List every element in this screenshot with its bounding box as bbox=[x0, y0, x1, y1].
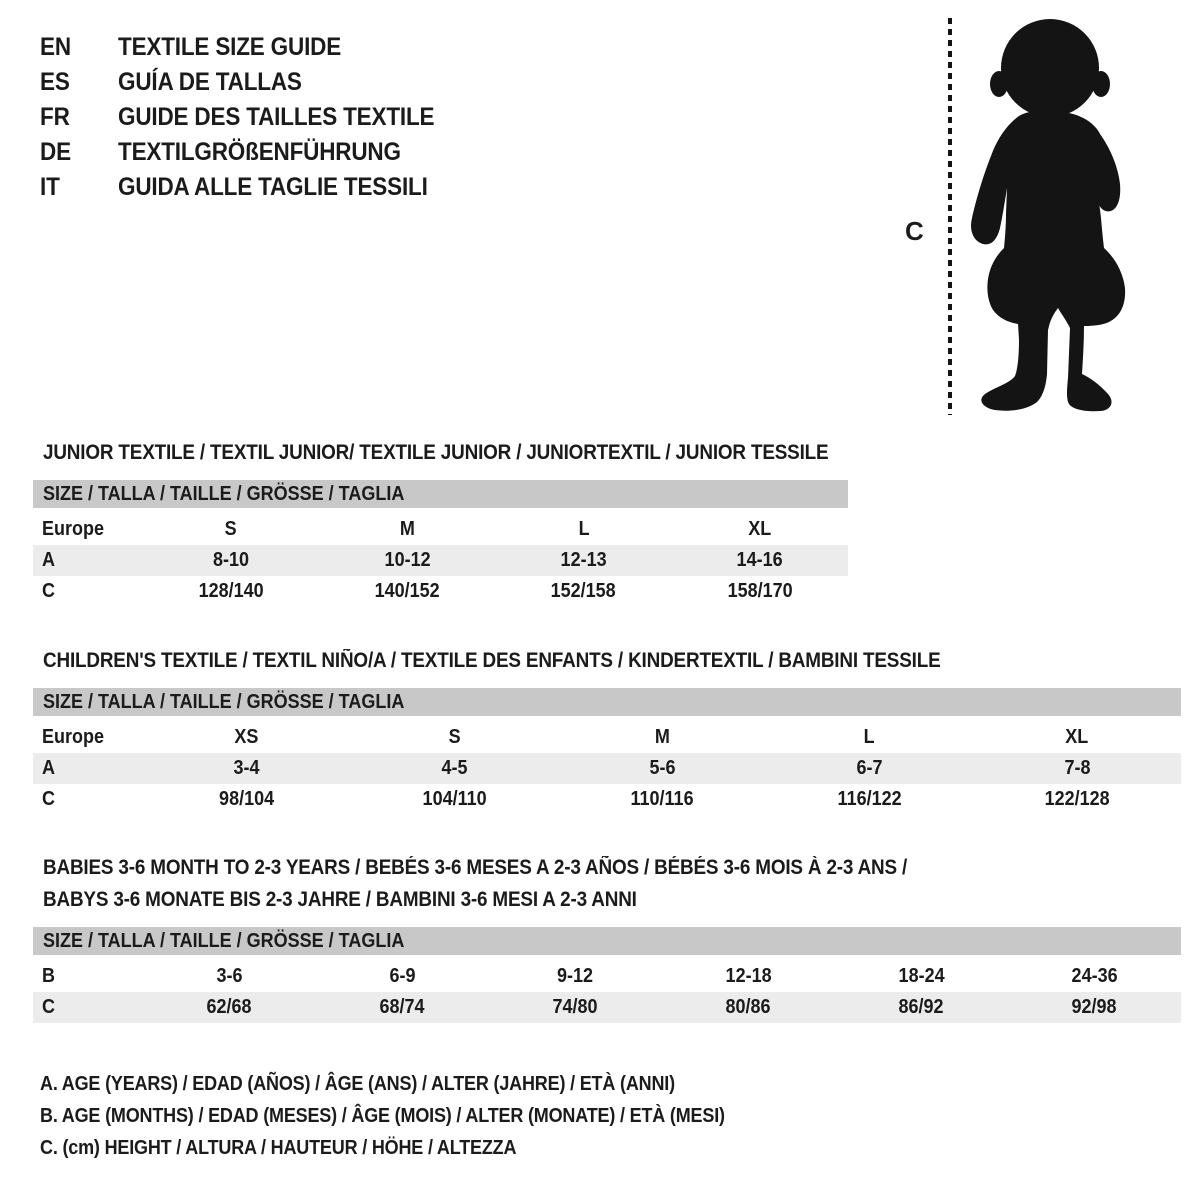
cell-value: 86/92 bbox=[898, 996, 945, 1018]
table-row bbox=[33, 576, 848, 607]
table-cell bbox=[351, 788, 559, 811]
cell-value: 12-13 bbox=[560, 549, 607, 571]
cell-value: 3-4 bbox=[233, 757, 260, 779]
table-cell bbox=[835, 965, 1008, 988]
table-row bbox=[33, 753, 1181, 784]
table-cell bbox=[766, 726, 974, 749]
cell-value: 92/98 bbox=[1071, 996, 1118, 1018]
language-title: GUIDA ALLE TAGLIE TESSILI bbox=[118, 173, 428, 201]
cell-value: 140/152 bbox=[374, 580, 440, 602]
size-header-label: SIZE / TALLA / TAILLE / GRÖSSE / TAGLIA bbox=[43, 690, 405, 713]
cell-value: 122/128 bbox=[1044, 788, 1110, 810]
table-row bbox=[33, 784, 1181, 815]
language-list bbox=[40, 30, 470, 205]
table-cell bbox=[143, 518, 319, 541]
cell-value: S bbox=[225, 518, 238, 540]
size-header-label: SIZE / TALLA / TAILLE / GRÖSSE / TAGLIA bbox=[43, 929, 405, 952]
table-row bbox=[33, 992, 1181, 1023]
size-header-bar bbox=[33, 688, 1181, 716]
row-cells bbox=[143, 518, 848, 541]
table-cell bbox=[766, 757, 974, 780]
cell-value: 116/122 bbox=[837, 788, 902, 810]
size-header-bar bbox=[33, 927, 1181, 955]
language-code: ES bbox=[40, 68, 70, 96]
cell-value: 14-16 bbox=[736, 549, 783, 571]
language-row bbox=[40, 65, 470, 100]
table-row bbox=[33, 722, 1181, 753]
cell-value: XL bbox=[1065, 726, 1089, 748]
section-title-line: BABIES 3-6 MONTH TO 2-3 YEARS / BEBÉS 3-6 MESES A 2-3 AÑOS / BÉBÉS 3-6 MOIS À 2-3 ANS / bbox=[43, 856, 908, 879]
table-row bbox=[33, 514, 848, 545]
cell-value: S bbox=[448, 726, 461, 748]
table-cell bbox=[496, 518, 672, 541]
table-cell bbox=[143, 996, 316, 1019]
table-cell bbox=[316, 996, 489, 1019]
cell-value: 9-12 bbox=[557, 965, 594, 987]
table-cell bbox=[672, 580, 848, 603]
cell-value: M bbox=[399, 518, 415, 540]
row-label: Europe bbox=[42, 518, 105, 540]
legend-line: C. (cm) HEIGHT / ALTURA / HAUTEUR / HÖHE / ALTEZZA bbox=[40, 1137, 517, 1159]
cell-value: 3-6 bbox=[216, 965, 243, 987]
cell-value: 80/86 bbox=[725, 996, 772, 1018]
table-cell bbox=[319, 549, 495, 572]
table-cell bbox=[973, 757, 1181, 780]
cell-value: 110/116 bbox=[630, 788, 694, 810]
language-row bbox=[40, 30, 470, 65]
row-label: B bbox=[42, 965, 56, 987]
row-cells bbox=[143, 757, 1181, 780]
language-code: FR bbox=[40, 103, 70, 131]
size-header-bar bbox=[33, 480, 848, 508]
cell-value: 7-8 bbox=[1064, 757, 1091, 779]
section-title bbox=[33, 852, 1181, 916]
table-cell bbox=[558, 757, 766, 780]
cell-value: 6-9 bbox=[389, 965, 416, 987]
table-rows bbox=[33, 722, 1181, 815]
section-title bbox=[33, 437, 848, 469]
cell-value: L bbox=[864, 726, 876, 748]
row-cells bbox=[143, 996, 1181, 1019]
table-cell bbox=[143, 757, 351, 780]
legend-line: A. AGE (YEARS) / EDAD (AÑOS) / ÂGE (ANS) / ALTER (JAHRE) / ETÀ (ANNI) bbox=[40, 1073, 675, 1095]
row-label: C bbox=[42, 996, 56, 1018]
language-title: GUÍA DE TALLAS bbox=[118, 68, 302, 96]
table-cell bbox=[672, 518, 848, 541]
table-cell bbox=[316, 965, 489, 988]
row-label: C bbox=[42, 580, 56, 602]
toddler-silhouette-icon bbox=[963, 16, 1135, 416]
table-cell bbox=[1008, 996, 1181, 1019]
table-cell bbox=[351, 726, 559, 749]
table-cell bbox=[558, 726, 766, 749]
cell-value: 10-12 bbox=[384, 549, 431, 571]
table-cell bbox=[672, 549, 848, 572]
table-cell bbox=[319, 580, 495, 603]
row-label: A bbox=[42, 549, 56, 571]
height-dashed-line bbox=[948, 18, 952, 415]
height-marker-label: C bbox=[905, 216, 924, 246]
cell-value: 6-7 bbox=[856, 757, 883, 779]
table-cell bbox=[489, 996, 662, 1019]
table-cell bbox=[143, 788, 351, 811]
row-cells bbox=[143, 549, 848, 572]
cell-value: 128/140 bbox=[198, 580, 264, 602]
table-cell bbox=[143, 580, 319, 603]
cell-value: 24-36 bbox=[1071, 965, 1118, 987]
section-title-line: JUNIOR TEXTILE / TEXTIL JUNIOR/ TEXTILE JUNIOR / JUNIORTEXTIL / JUNIOR TESSILE bbox=[43, 441, 829, 464]
cell-value: 152/158 bbox=[551, 580, 617, 602]
table-cell bbox=[489, 965, 662, 988]
row-cells bbox=[143, 788, 1181, 811]
legend-line: B. AGE (MONTHS) / EDAD (MESES) / ÂGE (MOIS) / ALTER (MONATE) / ETÀ (MESI) bbox=[40, 1105, 725, 1127]
table-cell bbox=[143, 726, 351, 749]
section-title bbox=[33, 645, 1181, 677]
table-cell bbox=[351, 757, 559, 780]
cell-value: 98/104 bbox=[219, 788, 275, 810]
table-cell bbox=[766, 788, 974, 811]
language-row bbox=[40, 100, 470, 135]
cell-value: 158/170 bbox=[727, 580, 793, 602]
size-header-label: SIZE / TALLA / TAILLE / GRÖSSE / TAGLIA bbox=[43, 482, 405, 505]
cell-value: XL bbox=[748, 518, 772, 540]
cell-value: 104/110 bbox=[422, 788, 487, 810]
table-cell bbox=[835, 996, 1008, 1019]
cell-value: M bbox=[654, 726, 670, 748]
row-cells bbox=[143, 965, 1181, 988]
table-row bbox=[33, 545, 848, 576]
table-cell bbox=[973, 788, 1181, 811]
cell-value: L bbox=[578, 518, 590, 540]
cell-value: 18-24 bbox=[898, 965, 945, 987]
section-babies bbox=[33, 852, 1181, 1023]
row-label: Europe bbox=[42, 726, 105, 748]
row-label: A bbox=[42, 757, 56, 779]
section-junior bbox=[33, 437, 848, 607]
row-cells bbox=[143, 726, 1181, 749]
language-code: EN bbox=[40, 33, 71, 61]
cell-value: 74/80 bbox=[552, 996, 599, 1018]
cell-value: 68/74 bbox=[379, 996, 426, 1018]
cell-value: XS bbox=[234, 726, 259, 748]
language-title: GUIDE DES TAILLES TEXTILE bbox=[118, 103, 435, 131]
cell-value: 5-6 bbox=[648, 757, 675, 779]
section-children bbox=[33, 645, 1181, 815]
language-title: TEXTILGRÖßENFÜHRUNG bbox=[118, 138, 401, 166]
section-title-line: BABYS 3-6 MONATE BIS 2-3 JAHRE / BAMBINI 3-6 MESI A 2-3 ANNI bbox=[43, 888, 637, 911]
table-row bbox=[33, 961, 1181, 992]
table-cell bbox=[143, 965, 316, 988]
table-cell bbox=[662, 965, 835, 988]
table-cell bbox=[662, 996, 835, 1019]
table-cell bbox=[558, 788, 766, 811]
language-row bbox=[40, 170, 470, 205]
language-title: TEXTILE SIZE GUIDE bbox=[118, 33, 342, 61]
cell-value: 62/68 bbox=[206, 996, 253, 1018]
table-cell bbox=[143, 549, 319, 572]
table-rows bbox=[33, 514, 848, 607]
table-cell bbox=[1008, 965, 1181, 988]
row-cells bbox=[143, 580, 848, 603]
cell-value: 8-10 bbox=[213, 549, 250, 571]
cell-value: 4-5 bbox=[441, 757, 468, 779]
section-title-line: CHILDREN'S TEXTILE / TEXTIL NIÑO/A / TEXTILE DES ENFANTS / KINDERTEXTIL / BAMBINI TESSILE bbox=[43, 649, 941, 672]
row-label: C bbox=[42, 788, 56, 810]
measurement-legend bbox=[40, 1068, 1200, 1164]
table-cell bbox=[319, 518, 495, 541]
language-row bbox=[40, 135, 470, 170]
cell-value: 12-18 bbox=[725, 965, 772, 987]
language-code: DE bbox=[40, 138, 71, 166]
language-code: IT bbox=[40, 173, 60, 201]
table-cell bbox=[496, 580, 672, 603]
table-cell bbox=[973, 726, 1181, 749]
table-cell bbox=[496, 549, 672, 572]
table-rows bbox=[33, 961, 1181, 1023]
